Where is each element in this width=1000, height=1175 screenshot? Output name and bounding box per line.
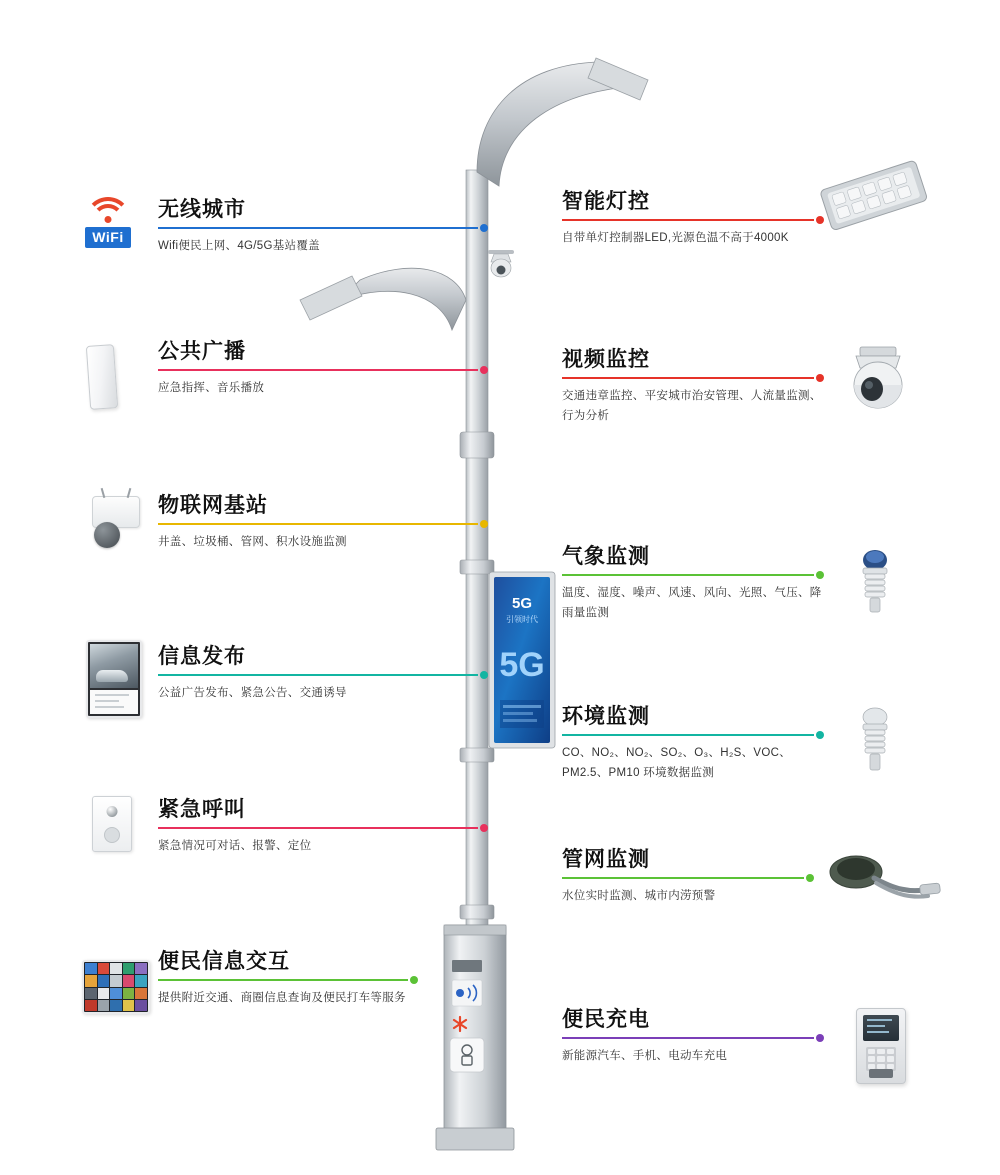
- feature-desc: 应急指挥、音乐播放: [158, 382, 265, 395]
- led-lamp-icon: [820, 168, 930, 224]
- feature-environment-monitoring: [562, 705, 832, 783]
- feature-title: 信息发布: [158, 645, 246, 668]
- feature-title: 智能灯控: [562, 190, 650, 213]
- intercom-icon: [92, 796, 132, 852]
- display-screen-icon: [86, 640, 142, 718]
- feature-desc: CO、NO₂、NO₂、SO₂、O₃、H₂S、VOC、PM2.5、PM10 环境数据监测: [562, 747, 792, 779]
- connector-rule: [562, 734, 824, 736]
- weather-sensor-svg: [852, 548, 898, 618]
- feature-title: 便民充电: [562, 1008, 650, 1031]
- feature-title: 气象监测: [562, 545, 650, 568]
- connector-rule: [158, 827, 488, 829]
- feature-iot-base-station: [158, 494, 488, 553]
- pipe-sensor-svg: [824, 850, 944, 910]
- feature-civic-info-interaction: [158, 950, 518, 1009]
- wifi-icon: WiFi: [78, 192, 138, 248]
- connector-rule: [562, 877, 814, 879]
- feature-title: 公共广播: [158, 340, 246, 363]
- ptz-camera-icon: [838, 345, 918, 417]
- feature-emergency-call: [158, 798, 488, 857]
- connector-rule: [158, 227, 488, 229]
- connector-rule: [562, 219, 824, 221]
- weather-sensor-icon: [852, 548, 898, 618]
- feature-desc: 提供附近交通、商圈信息查询及便民打车等服务: [158, 992, 406, 1005]
- connector-rule: [562, 1037, 824, 1039]
- connector-rule: [158, 523, 488, 525]
- connector-rule: [562, 574, 824, 576]
- svg-text:5G: 5G: [499, 646, 545, 684]
- feature-smart-lighting-control: [562, 190, 832, 249]
- pipe-sensor-icon: [824, 850, 944, 910]
- feature-title: 无线城市: [158, 198, 246, 221]
- air-quality-sensor-svg: [852, 706, 898, 776]
- connector-rule: [158, 979, 418, 981]
- feature-convenient-charging: [562, 1008, 832, 1067]
- feature-title: 视频监控: [562, 348, 650, 371]
- connector-rule: [562, 377, 824, 379]
- feature-desc: 水位实时监测、城市内涝预警: [562, 890, 716, 903]
- feature-desc: 紧急情况可对话、报警、定位: [158, 840, 312, 853]
- charging-pile-icon: [856, 1008, 906, 1084]
- feature-public-broadcast: [158, 340, 488, 399]
- ptz-camera-svg: [838, 345, 918, 417]
- feature-title: 便民信息交互: [158, 950, 290, 973]
- iot-sensor-icon: [82, 488, 152, 560]
- feature-desc: Wifi便民上网、4G/5G基站覆盖: [158, 240, 320, 253]
- feature-title: 管网监测: [562, 848, 650, 871]
- speaker-icon: [88, 345, 116, 409]
- feature-desc: 交通违章监控、平安城市治安管理、人流量监测、行为分析: [562, 390, 822, 422]
- svg-text:引领时代: 引领时代: [506, 615, 538, 624]
- svg-text:5G: 5G: [511, 595, 533, 612]
- feature-title: 物联网基站: [158, 494, 268, 517]
- feature-video-surveillance: [562, 348, 832, 426]
- feature-title: 环境监测: [562, 705, 650, 728]
- feature-title: 紧急呼叫: [158, 798, 246, 821]
- feature-pipe-network-monitoring: [562, 848, 832, 907]
- air-quality-sensor-icon: [852, 706, 898, 776]
- feature-desc: 自带单灯控制器LED,光源色温不高于4000K: [562, 232, 789, 245]
- feature-desc: 井盖、垃圾桶、管网、积水设施监测: [158, 536, 347, 549]
- connector-rule: [158, 369, 488, 371]
- feature-wireless-city: [158, 198, 488, 257]
- connector-rule: [158, 674, 488, 676]
- feature-weather-monitoring: [562, 545, 832, 623]
- feature-desc: 新能源汽车、手机、电动车充电: [562, 1050, 728, 1063]
- feature-information-release: [158, 645, 488, 704]
- feature-desc: 温度、湿度、噪声、风速、风向、光照、气压、降雨量监测: [562, 587, 822, 619]
- touch-panel-icon: [82, 960, 150, 1014]
- feature-desc: 公益广告发布、紧急公告、交通诱导: [158, 687, 347, 700]
